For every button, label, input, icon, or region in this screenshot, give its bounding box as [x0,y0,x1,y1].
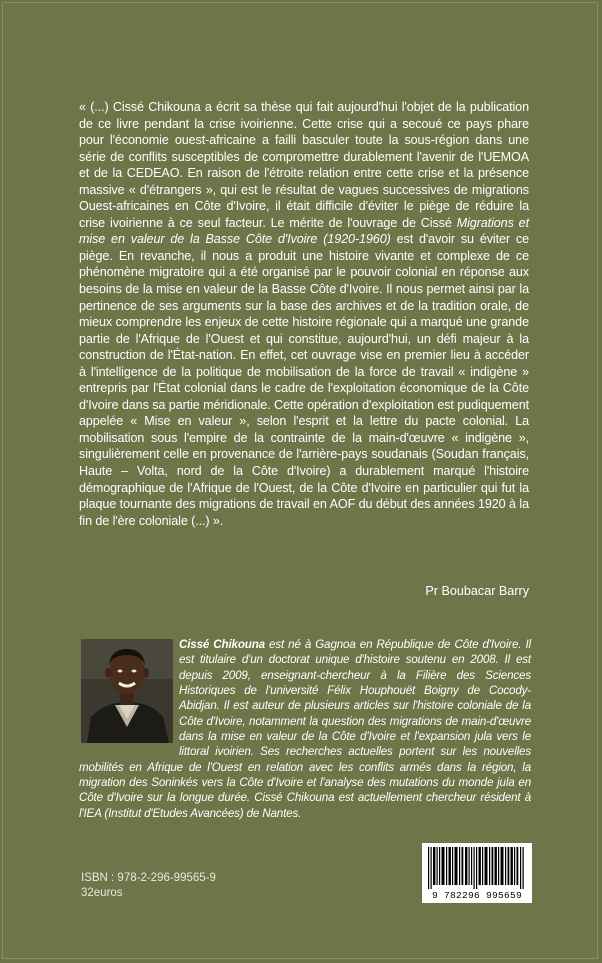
book-title: Migrations et mise en valeur de la Basse Côte d'Ivoire (1920-1960) [79,215,529,247]
quote-part-1: « (...) Cissé Chikouna a écrit sa thèse qui fait aujourd'hui l'objet de la publication de ce livre pendant la crise ivoirienne. Cette crise qui a secoué ce pays phare pour l'économie ouest-africaine a failli basculer toute la sous-région dans une série de conflits susceptibles de compromettre durablement l'avenir de l'UEMOA et de la CEDEAO. En raison de l'étroite relation entre cette crise et la présence massive « d'étrangers », qui est le résultat de vagues successives de migrations Ouest-africaines en Côte d'Ivoire, il était difficile d'éviter le piège de réduire la crise ivoirienne à ce seul facteur. Le mérite de l'ouvrage de Cissé [79,100,529,230]
barcode-number: 9 782296 995659 [431,890,522,901]
quote-text [79,99,529,529]
back-cover [2,2,598,959]
barcode [422,843,532,903]
bio-name: Cissé Chikouna [179,638,265,651]
isbn: ISBN : 978-2-296-99565-9 [81,872,216,884]
quote-part-2: est d'avoir su éviter ce piège. En revanche, il nous a produit une histoire vivante et complexe de ce phénomène migratoire qui a été organisé par le pouvoir colonial en réponse aux besoins de la mise en valeur de la Basse Côte d'Ivoire. Il nous permet ainsi par la pertinence de ses arguments sur la base des archives et de la tradition orale, de mieux comprendre les enjeux de cette histoire régionale qui a marqué une grande partie de l'Afrique de l'Ouest et qui constitue, aujourd'hui, un défi majeur à la construction de l'État-nation. En effet, cet ouvrage vise en premier lieu à accéder à l'intelligence de la politique de mobilisation de la force de travail « indigène » entrepris par l'État colonial dans le cadre de l'exploitation économique de la Côte d'Ivoire dans sa partie méridionale. Cette opération d'exploitation est pudiquement appelée « Mise en valeur », selon l'esprit et la lettre du pacte colonial. La mobilisation sous l'empire de la contrainte de la main-d'œuvre « indigène », singulièrement celle en provenance de l'arrière-pays soudanais (Soudan français, Haute – Volta, nord de la Côte d'Ivoire) a durablement marqué l'histoire démographique de l'Afrique de l'Ouest, de la Côte d'Ivoire en particulier qui fut la plaque tournante des migrations de travail en AOF du début des années 1920 à la fin de l'ère coloniale (...) ». [79,232,529,528]
price: 32euros [81,887,123,899]
bio-text: est né à Gagnoa en République de Côte d'Ivoire. Il est titulaire d'un doctorat unique d'histoire soutenu en 2008. Il est depuis 2009, enseignant-chercheur à la Filière des Sciences Historiques de l'université Félix Houphouët Boigny de Cocody-Abidjan. Il est auteur de plusieurs articles sur l'histoire coloniale de la Côte d'Ivoire, notamment la question des migrations de main-d'œuvre dans la mise en valeur de la Côte d'Ivoire et l'expansion jula vers le littoral ivoirien. Ses recherches actuelles portent sur les nouvelles mobilités en Afrique de l'Ouest en relation avec les conflits armés dans la région, la migration des Soninkés vers la Côte d'Ivoire et l'analyse des mutations du monde jula en Côte d'Ivoire sur la longue durée. Cissé Chikouna est actuellement chercheur résident à l'IEA (Institut d'Etudes Avancées) de Nantes. [79,638,531,820]
isbn-block [81,871,216,901]
author-photo [81,639,173,743]
quote-author: Pr Boubacar Barry [425,584,529,598]
barcode-bars [422,843,532,891]
